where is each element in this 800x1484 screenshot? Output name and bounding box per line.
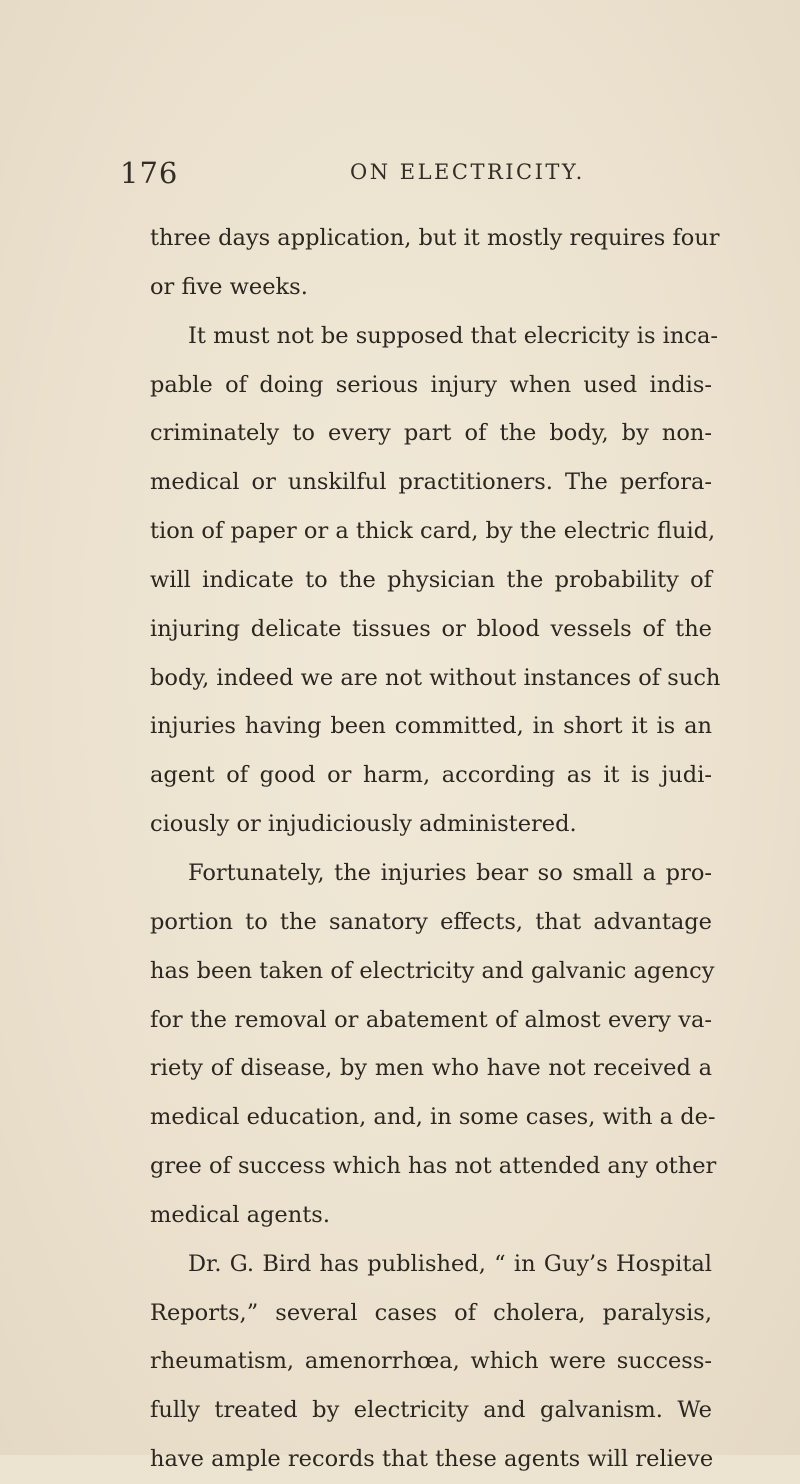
- text-line: injuring delicate tissues or blood vessels of the: [150, 615, 712, 642]
- text-line: medical or unskilful practitioners. The perfora-: [150, 469, 712, 496]
- text-line: criminately to every part of the body, by non-: [150, 420, 712, 447]
- text-line: three days application, but it mostly requires four: [150, 225, 720, 251]
- text-line: ciously or injudiciously administered.: [150, 811, 577, 838]
- text-line: medical agents.: [150, 1201, 330, 1228]
- text-line: has been taken of electricity and galvanic agency: [150, 957, 715, 984]
- text-line: body, indeed we are not without instances of such: [150, 664, 721, 691]
- text-line: pable of doing serious injury when used indis-: [150, 371, 712, 398]
- text-line: It must not be supposed that elecricity is inca-: [188, 322, 718, 349]
- text-line: portion to the sanatory effects, that advantage: [150, 908, 712, 935]
- text-line: have ample records that these agents will relieve: [150, 1446, 714, 1473]
- text-line: gree of success which has not attended any other: [150, 1153, 717, 1180]
- text-line: will indicate to the physician the probability of: [150, 566, 712, 593]
- text-line: Fortunately, the injuries bear so small a pro-: [188, 859, 712, 886]
- text-line: medical education, and, in some cases, with a de-: [150, 1104, 716, 1131]
- text-line: tion of paper or a thick card, by the electric fluid,: [150, 518, 716, 545]
- page-header: [120, 156, 720, 196]
- text-line: injuries having been committed, in short it is an: [150, 713, 712, 740]
- text-line: rheumatism, amenorrhœa, which were success-: [150, 1348, 712, 1375]
- text-line: fully treated by electricity and galvanism. We: [150, 1397, 712, 1424]
- text-line: for the removal or abatement of almost every va-: [150, 1006, 712, 1033]
- text-line: agent of good or harm, according as it is judi-: [150, 762, 712, 789]
- page-number: 176: [120, 156, 179, 190]
- body-text: [150, 214, 721, 1484]
- text-line: Reports,” several cases of cholera, paralysis,: [150, 1299, 712, 1326]
- text-line: Dr. G. Bird has published, “ in Guy’s Hospital: [188, 1250, 712, 1277]
- running-title: ON ELECTRICITY.: [350, 160, 585, 184]
- text-line: riety of disease, by men who have not received a: [150, 1055, 712, 1082]
- text-line: or five weeks.: [150, 273, 308, 300]
